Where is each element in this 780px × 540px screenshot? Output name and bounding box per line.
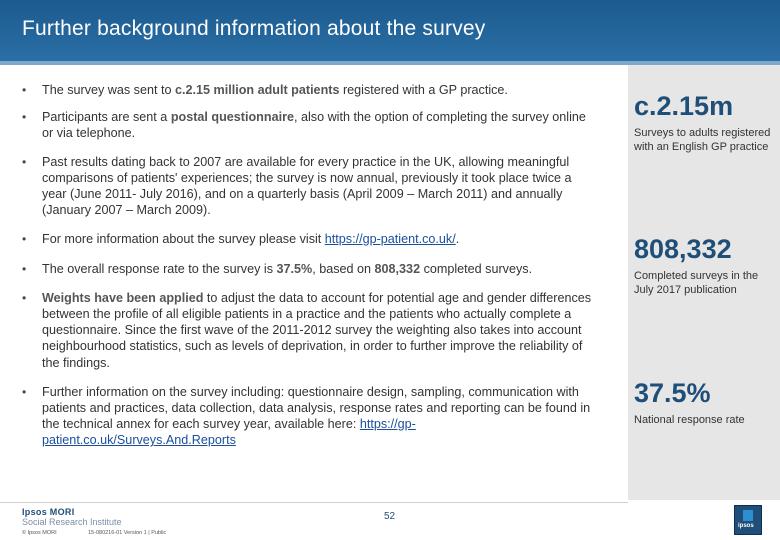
bullet-text: Further information on the survey including: questionnaire design, sampling, communication with patients and practices, data collection, data analysis, response rates and reporting can be found in the technical annex for each survey year, available here: https://gp-patient.co.uk/Surveys.And.Reports [42,384,591,448]
job-number-text: 15-080216-01 Version 1 | Public [88,530,167,536]
bullet-icon: • [22,384,27,399]
reports-link[interactable]: https://gp-patient.co.uk/Surveys.And.Reports [42,417,416,448]
stat-caption: Completed surveys in the July 2017 publication [634,270,759,296]
bullet-text: The survey was sent to c.2.15 million adult patients registered with a GP practice. [42,83,508,97]
bullet-text: Past results dating back to 2007 are available for every practice in the UK, allowing meaningful comparisons of patients' experiences; the survey is now annual, previously it took place twice a year (June 2011- July 2016), and on a quarterly basis (April 2009 – March 2011) and annually (January 2007 – March 2009). [42,154,572,218]
stat-value: 808,332 [634,234,732,264]
bullet-text: Weights have been applied to adjust the data to account for potential age and gender differences between the profile of all eligible patients in a practice and the patients who actually complete a questionnaire. Since the first wave of the 2011-2012 survey the weighting also takes into account neighbourhood statistics, such as levels of deprivation, in order to further improve the reliability of the findings. [42,290,592,370]
stat-response-rate [634,378,774,427]
badge-text: ipsos [738,523,754,529]
bullet-text: Participants are sent a postal questionnaire, also with the option of completing the survey online or via telephone. [42,110,586,141]
bullet-item [22,384,592,449]
slide-header [0,0,780,61]
bullet-item [22,82,592,98]
bullet-item [22,261,592,277]
logo-line2: Social Research Institute [22,517,122,527]
stat-surveys-sent [634,91,774,154]
stat-caption: National response rate [634,414,745,426]
bullet-text: The overall response rate to the survey is 37.5%, based on 808,332 completed surveys. [42,261,533,276]
highlight-text: Weights have been applied [42,290,204,305]
bullet-icon: • [22,290,27,305]
stat-value: 37.5% [634,378,711,408]
logo-line1: Ipsos MORI [22,507,75,517]
bullet-icon: • [22,232,27,247]
bullet-item [22,231,592,247]
bullet-icon: • [22,110,27,125]
bullet-icon: • [22,154,27,169]
ipsos-mori-logo [22,507,122,527]
bullet-text: For more information about the survey please visit https://gp-patient.co.uk/. [42,232,460,247]
page-number: 52 [384,511,396,522]
bullet-icon: • [22,261,27,276]
stat-caption: Surveys to adults registered with an English GP practice [634,127,771,153]
survey-website-link[interactable]: https://gp-patient.co.uk/ [324,232,456,247]
bullet-list [22,82,592,449]
highlight-text: postal questionnaire [170,110,294,125]
bullet-item [22,109,592,141]
bullet-item [22,290,592,371]
badge-square [743,510,753,521]
highlight-text: 808,332 [374,261,421,276]
highlight-text: c.2.15 million adult patients [175,83,340,97]
copyright-text: © Ipsos MORI [22,530,57,536]
footer-divider [0,502,628,503]
stat-value: c.2.15m [634,91,734,121]
stat-completed-surveys [634,234,774,297]
bullet-icon: • [22,83,27,97]
page-title: Further background information about the survey [22,17,486,40]
ipsos-badge-icon [734,505,762,535]
bullet-item [22,154,592,219]
highlight-text: 37.5% [276,261,313,276]
